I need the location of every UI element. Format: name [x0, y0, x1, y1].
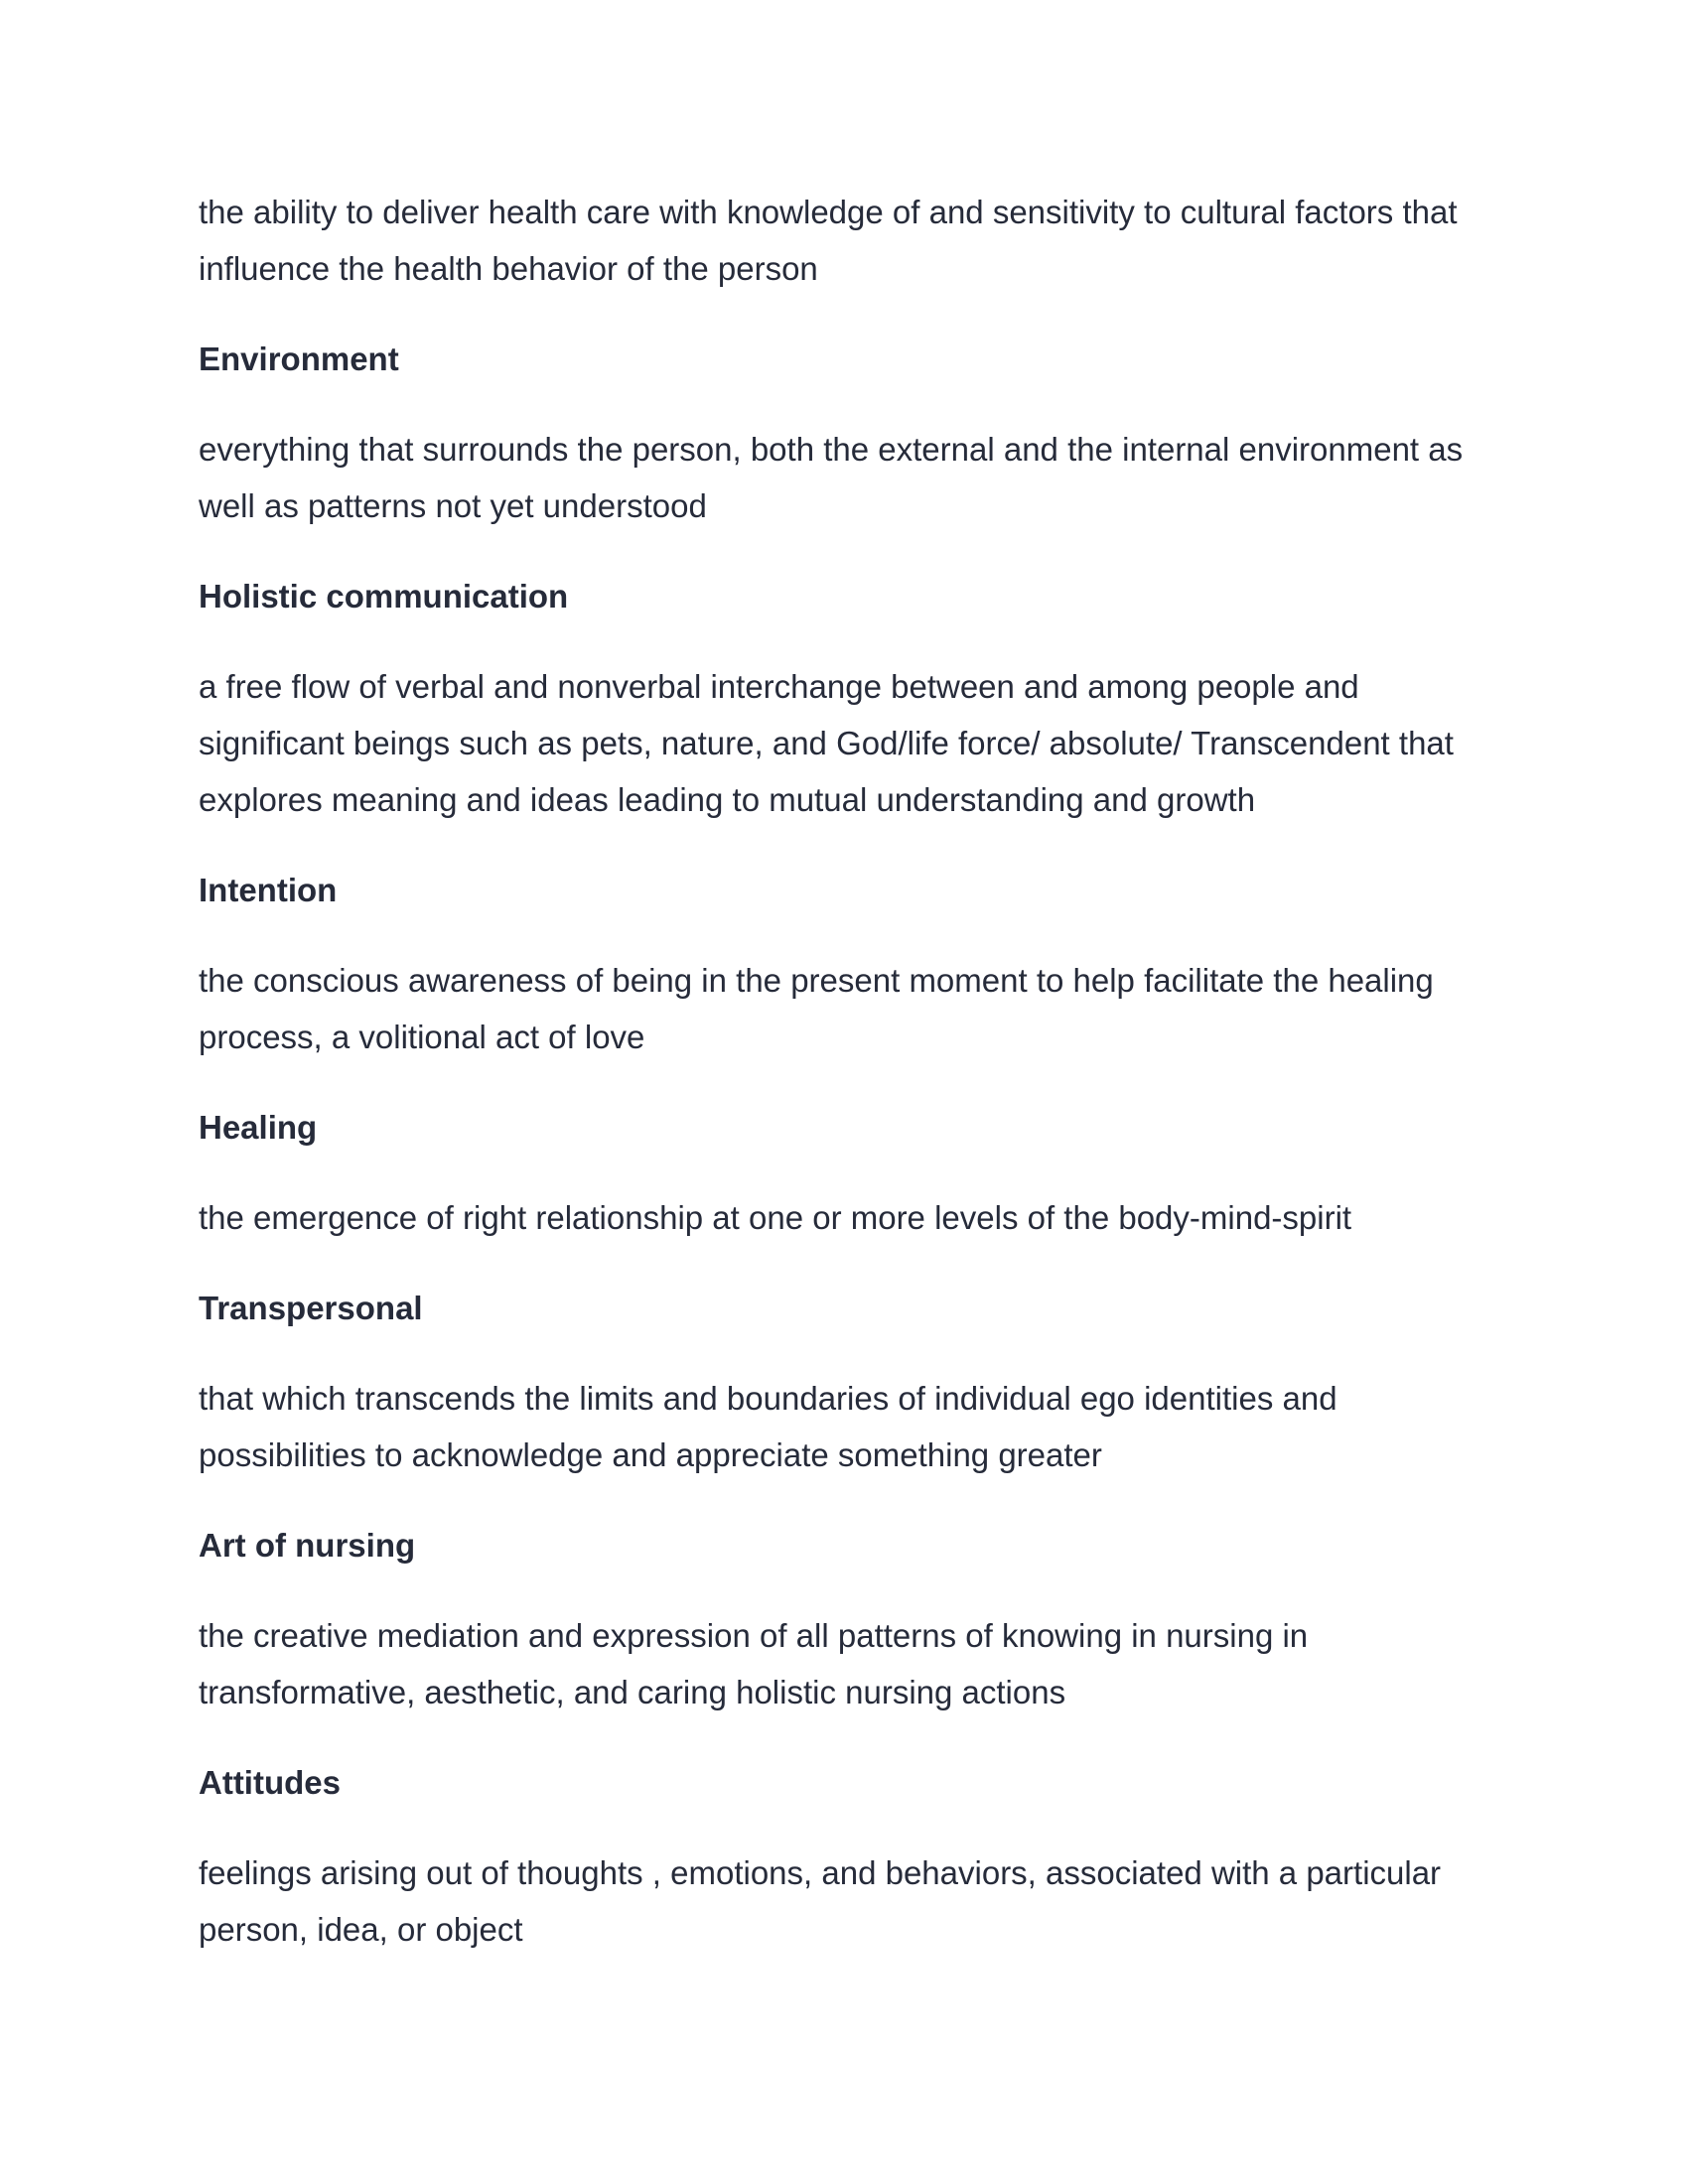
definition-line: process, a volitional act of love	[199, 1019, 645, 1055]
document-page	[199, 184, 1509, 1991]
term-heading: Environment	[199, 341, 399, 377]
term-heading: Art of nursing	[199, 1527, 416, 1564]
term-definition	[199, 1844, 1509, 1958]
definition-line: significant beings such as pets, nature, and God/life force/ absolute/ Transcendent that	[199, 725, 1454, 761]
intro-definition	[199, 184, 1509, 297]
definition-line: well as patterns not yet understood	[199, 487, 707, 524]
definition-line: person, idea, or object	[199, 1911, 523, 1948]
term-definition	[199, 658, 1509, 828]
term-heading: Attitudes	[199, 1764, 341, 1801]
definition-line: transformative, aesthetic, and caring holistic nursing actions	[199, 1674, 1066, 1710]
definition-line: feelings arising out of thoughts , emotions, and behaviors, associated with a particular	[199, 1854, 1442, 1891]
definition-line: possibilities to acknowledge and appreciate something greater	[199, 1436, 1102, 1473]
term-heading: Healing	[199, 1109, 318, 1146]
term-definition	[199, 1607, 1509, 1720]
definition-line: influence the health behavior of the person	[199, 250, 818, 287]
definition-line: the conscious awareness of being in the present moment to help facilitate the healing	[199, 962, 1434, 999]
definition-line: explores meaning and ideas leading to mutual understanding and growth	[199, 781, 1256, 818]
definition-line: the emergence of right relationship at one or more levels of the body-mind-spirit	[199, 1199, 1352, 1236]
definition-line: the creative mediation and expression of all patterns of knowing in nursing in	[199, 1617, 1309, 1654]
term-definition	[199, 421, 1509, 534]
definition-line: everything that surrounds the person, both the external and the internal environment as	[199, 431, 1464, 468]
definition-line: that which transcends the limits and boundaries of individual ego identities and	[199, 1380, 1337, 1417]
term-definition	[199, 952, 1509, 1065]
definition-line: the ability to deliver health care with knowledge of and sensitivity to cultural factors that	[199, 194, 1458, 230]
term-heading: Intention	[199, 872, 338, 908]
term-definition	[199, 1370, 1509, 1483]
term-heading: Holistic communication	[199, 578, 569, 614]
term-definition	[199, 1189, 1509, 1246]
term-heading: Transpersonal	[199, 1290, 423, 1326]
definition-line: a free flow of verbal and nonverbal interchange between and among people and	[199, 668, 1359, 705]
